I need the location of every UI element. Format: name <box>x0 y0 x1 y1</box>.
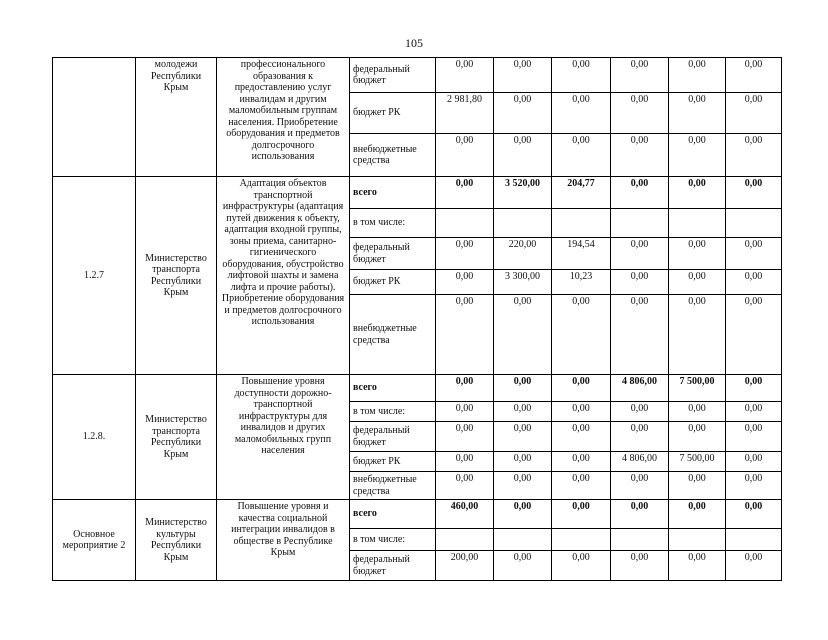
amount-cell: 0,00 <box>494 472 552 500</box>
funding-source-cell: бюджет РК <box>350 270 436 295</box>
amount-cell: 0,00 <box>494 452 552 472</box>
funding-source-cell: федеральный бюджет <box>350 58 436 93</box>
amount-cell: 0,00 <box>611 551 669 581</box>
amount-cell: 0,00 <box>436 134 494 177</box>
amount-cell: 0,00 <box>552 375 611 402</box>
activity-cell: Повышение уровня доступности дорожно-транспортной инфраструктуры для инвалидов и других маломобильных групп населения <box>217 375 350 500</box>
funding-source-cell: всего <box>350 177 436 209</box>
budget-table <box>52 57 782 581</box>
amount-cell: 0,00 <box>494 295 552 375</box>
amount-cell <box>436 209 494 238</box>
funding-source-cell: бюджет РК <box>350 93 436 134</box>
amount-cell: 0,00 <box>669 134 726 177</box>
amount-cell: 0,00 <box>726 551 782 581</box>
amount-cell: 3 300,00 <box>494 270 552 295</box>
funding-source-cell: в том числе: <box>350 402 436 422</box>
amount-cell: 0,00 <box>669 238 726 270</box>
item-number: 1.2.8. <box>53 375 136 500</box>
amount-cell: 0,00 <box>611 177 669 209</box>
amount-cell: 460,00 <box>436 500 494 529</box>
funding-source-cell: всего <box>350 375 436 402</box>
amount-cell: 0,00 <box>726 422 782 452</box>
amount-cell: 0,00 <box>552 93 611 134</box>
amount-cell: 0,00 <box>611 134 669 177</box>
amount-cell: 0,00 <box>552 500 611 529</box>
amount-cell: 0,00 <box>611 295 669 375</box>
amount-cell <box>436 529 494 551</box>
amount-cell: 0,00 <box>436 452 494 472</box>
executor-cell: Министерство транспорта Республики Крым <box>136 375 217 500</box>
funding-source-cell: федеральный бюджет <box>350 551 436 581</box>
amount-cell: 0,00 <box>552 295 611 375</box>
amount-cell: 0,00 <box>669 500 726 529</box>
activity-cell: Адаптация объектов транспортной инфраструктуры (адаптация путей движения к объекту, адаптация входной группы, зоны приема, санитарно-гигиенического оборудования, обустройство лифтовой шахты и замена лифта и прочие работы). Приобретение оборудования и предметов долгосрочного использования <box>217 177 350 375</box>
amount-cell: 0,00 <box>611 270 669 295</box>
amount-cell: 0,00 <box>669 58 726 93</box>
table-row <box>53 177 782 209</box>
amount-cell: 0,00 <box>552 58 611 93</box>
amount-cell: 0,00 <box>611 238 669 270</box>
amount-cell <box>494 209 552 238</box>
executor-cell: Министерство культуры Республики Крым <box>136 500 217 581</box>
amount-cell: 10,23 <box>552 270 611 295</box>
amount-cell: 0,00 <box>726 58 782 93</box>
amount-cell: 0,00 <box>726 270 782 295</box>
amount-cell: 0,00 <box>611 402 669 422</box>
amount-cell: 0,00 <box>669 177 726 209</box>
amount-cell: 0,00 <box>436 422 494 452</box>
amount-cell: 0,00 <box>669 295 726 375</box>
activity-cell: профессионального образования к предоставлению услуг инвалидам и другим маломобильным группам населения. Приобретение оборудования и предметов долгосрочного использования <box>217 58 350 177</box>
amount-cell: 0,00 <box>726 93 782 134</box>
amount-cell <box>726 209 782 238</box>
amount-cell: 0,00 <box>494 402 552 422</box>
amount-cell: 3 520,00 <box>494 177 552 209</box>
amount-cell: 0,00 <box>669 402 726 422</box>
amount-cell: 0,00 <box>494 58 552 93</box>
executor-cell: молодежи Республики Крым <box>136 58 217 177</box>
amount-cell: 0,00 <box>552 472 611 500</box>
amount-cell: 0,00 <box>552 422 611 452</box>
amount-cell: 200,00 <box>436 551 494 581</box>
amount-cell: 220,00 <box>494 238 552 270</box>
amount-cell <box>611 209 669 238</box>
amount-cell: 0,00 <box>552 134 611 177</box>
amount-cell: 0,00 <box>726 375 782 402</box>
amount-cell: 194,54 <box>552 238 611 270</box>
amount-cell: 0,00 <box>436 177 494 209</box>
amount-cell: 0,00 <box>726 472 782 500</box>
amount-cell: 0,00 <box>494 500 552 529</box>
amount-cell: 0,00 <box>669 472 726 500</box>
amount-cell: 0,00 <box>552 551 611 581</box>
amount-cell: 204,77 <box>552 177 611 209</box>
funding-source-cell: бюджет РК <box>350 452 436 472</box>
amount-cell: 0,00 <box>436 402 494 422</box>
executor-cell: Министерство транспорта Республики Крым <box>136 177 217 375</box>
amount-cell: 7 500,00 <box>669 375 726 402</box>
amount-cell: 0,00 <box>494 134 552 177</box>
amount-cell: 0,00 <box>726 134 782 177</box>
amount-cell: 0,00 <box>669 422 726 452</box>
amount-cell: 0,00 <box>611 422 669 452</box>
amount-cell: 0,00 <box>436 270 494 295</box>
amount-cell: 0,00 <box>611 500 669 529</box>
table-row <box>53 375 782 402</box>
amount-cell: 0,00 <box>669 551 726 581</box>
amount-cell: 0,00 <box>494 375 552 402</box>
amount-cell <box>611 529 669 551</box>
funding-source-cell: федеральный бюджет <box>350 422 436 452</box>
amount-cell: 0,00 <box>494 551 552 581</box>
item-number: Основное мероприятие 2 <box>53 500 136 581</box>
amount-cell: 0,00 <box>726 295 782 375</box>
amount-cell: 0,00 <box>726 238 782 270</box>
item-number: 1.2.7 <box>53 177 136 375</box>
amount-cell <box>669 209 726 238</box>
amount-cell: 4 806,00 <box>611 452 669 472</box>
activity-cell: Повышение уровня и качества социальной интеграции инвалидов в обществе в Республике Крым <box>217 500 350 581</box>
amount-cell: 0,00 <box>726 452 782 472</box>
funding-source-cell: внебюджетные средства <box>350 472 436 500</box>
amount-cell: 0,00 <box>494 422 552 452</box>
amount-cell <box>552 209 611 238</box>
amount-cell: 0,00 <box>436 238 494 270</box>
funding-source-cell: внебюджетные средства <box>350 134 436 177</box>
amount-cell: 2 981,80 <box>436 93 494 134</box>
amount-cell: 0,00 <box>726 177 782 209</box>
table-row <box>53 500 782 529</box>
page-number: 105 <box>405 36 423 50</box>
amount-cell: 0,00 <box>669 93 726 134</box>
amount-cell: 0,00 <box>611 472 669 500</box>
funding-source-cell: в том числе: <box>350 209 436 238</box>
amount-cell: 0,00 <box>726 402 782 422</box>
item-number <box>53 58 136 177</box>
amount-cell: 0,00 <box>669 270 726 295</box>
amount-cell <box>552 529 611 551</box>
amount-cell <box>669 529 726 551</box>
amount-cell: 0,00 <box>726 500 782 529</box>
amount-cell: 4 806,00 <box>611 375 669 402</box>
amount-cell: 0,00 <box>494 93 552 134</box>
funding-source-cell: внебюджетные средства <box>350 295 436 375</box>
amount-cell: 0,00 <box>552 452 611 472</box>
amount-cell: 0,00 <box>436 472 494 500</box>
amount-cell: 0,00 <box>611 93 669 134</box>
funding-source-cell: всего <box>350 500 436 529</box>
funding-source-cell: в том числе: <box>350 529 436 551</box>
amount-cell: 0,00 <box>436 295 494 375</box>
amount-cell: 0,00 <box>436 58 494 93</box>
amount-cell: 7 500,00 <box>669 452 726 472</box>
amount-cell <box>726 529 782 551</box>
amount-cell: 0,00 <box>611 58 669 93</box>
amount-cell: 0,00 <box>436 375 494 402</box>
funding-source-cell: федеральный бюджет <box>350 238 436 270</box>
amount-cell <box>494 529 552 551</box>
table-row <box>53 58 782 93</box>
amount-cell: 0,00 <box>552 402 611 422</box>
